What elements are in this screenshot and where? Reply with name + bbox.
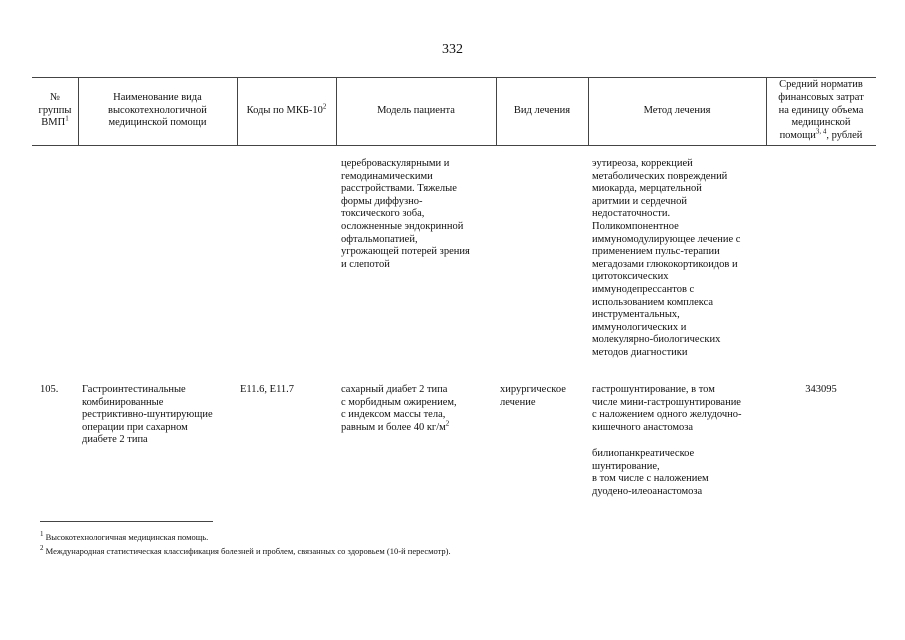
footnote-text: Международная статистическая классификация болезней и проблем, связанных со здоровьем (10-й пересмотр). — [43, 546, 451, 556]
cost-value: 343095 — [805, 384, 837, 395]
header-group-number-text: № группы ВМП — [38, 91, 72, 129]
footnote-separator — [40, 521, 213, 522]
header-treatment-method: Метод лечения — [643, 104, 711, 116]
header-group-number — [32, 77, 78, 145]
header-treatment-type: Вид лечения — [513, 104, 571, 116]
footnote-2 — [40, 546, 451, 557]
footnote-mark: 2 — [40, 544, 44, 553]
header-icd-codes-text: Коды по МКБ-10 — [246, 104, 323, 116]
header-cost-unit: , рублей — [826, 130, 863, 142]
header-icd-codes — [237, 77, 336, 145]
footnote-ref: 1 — [65, 114, 69, 123]
treatment-method-2: билиопанкреатическое шунтирование, в том числе с наложением дуодено-илеоанастомоза — [592, 448, 709, 497]
footnote-ref: 3, 4 — [815, 127, 827, 136]
footnote-1 — [40, 532, 208, 543]
continuation-patient-model: цереброваскулярными и гемодинамическими расстройствами. Тяжелые формы диффузно- токсического зоба, осложненные эндокринной офтальмопатией, угрожающей потерей зрения и слепотой — [341, 158, 470, 270]
header-care-type-name: Наименование вида высокотехнологичной медицинской помощи — [108, 91, 207, 129]
treatment-type: хирургическое лечение — [500, 384, 566, 408]
continuation-treatment-method: эутиреоза, коррекцией метаболических повреждений миокарда, мерцательной аритмии и сердечной недостаточности. Поликомпонентное иммуномодулирующее лечение с применением пульс-терапии мегадозами глюкокортикоидов и цитотоксических иммунодепрессантов с использованием комплекса инструментальных, иммунологических и молекулярно-биологических методов диагностики — [592, 158, 741, 358]
row-number: 105. — [40, 384, 59, 395]
header-cost-text: Средний норматив финансовых затрат на единицу объема медицинской помощи — [778, 79, 864, 142]
icd-codes: E11.6, E11.7 — [240, 384, 295, 395]
header-cost-standard — [766, 77, 876, 145]
treatment-method-1: гастрошунтирование, в том числе мини-гастрошунтирование с наложением одного желудочно- кишечного анастомоза — [592, 384, 742, 433]
footnote-text: Высокотехнологичная медицинская помощь. — [43, 532, 209, 542]
care-type-name: Гастроинтестинальные комбинированные рестриктивно-шунтирующие операции при сахарном диабете 2 типа — [82, 384, 213, 446]
header-bottom-border — [32, 145, 876, 146]
unit-superscript: 2 — [445, 419, 450, 428]
footnote-mark: 1 — [40, 530, 44, 539]
patient-model — [341, 384, 495, 434]
header-patient-model: Модель пациента — [377, 104, 455, 116]
footnote-ref: 2 — [322, 102, 327, 111]
patient-model-text: сахарный диабет 2 типа с морбидным ожирением, с индексом массы тела, равным и более 40 кг/м — [341, 384, 457, 433]
page-number: 332 — [442, 42, 463, 57]
